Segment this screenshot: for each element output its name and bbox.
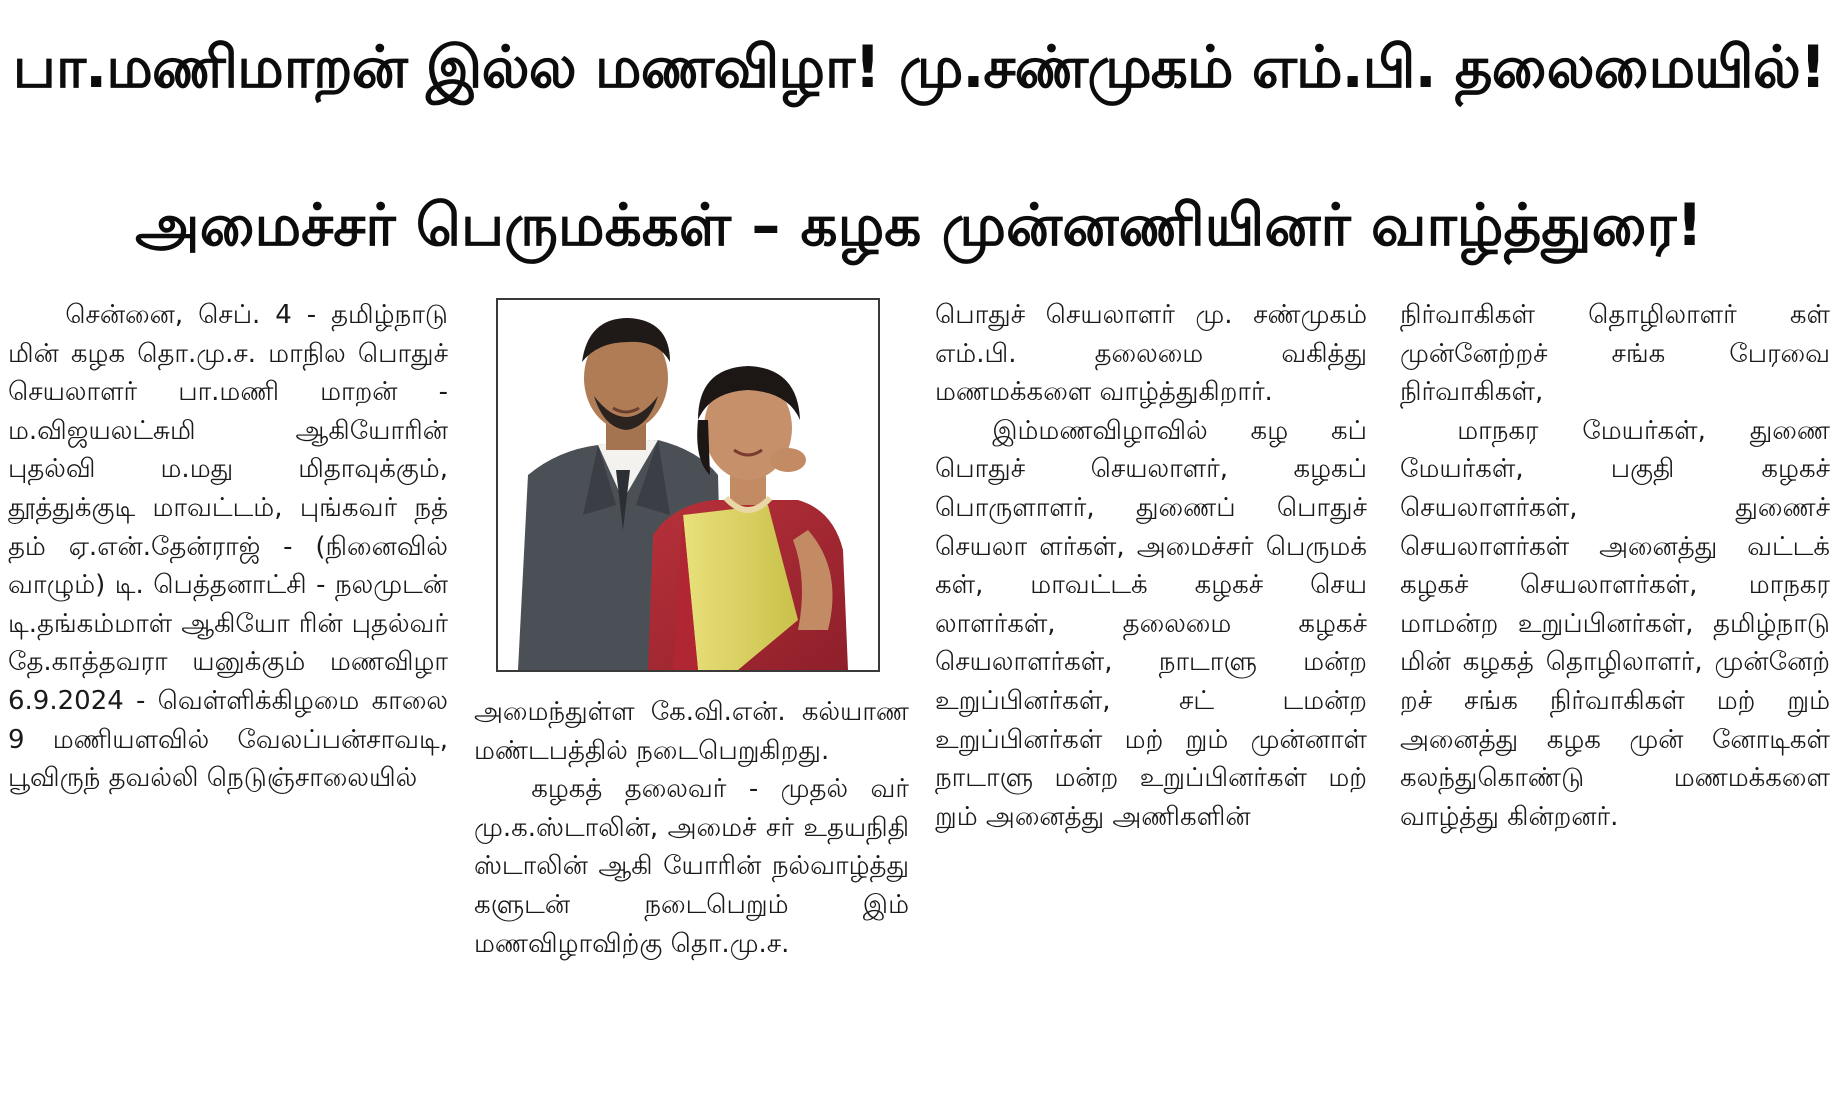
- subheadline: அமைச்சர் பெருமக்கள் – கழக முன்னணியினர் வாழ்த்துரை!: [135, 191, 1703, 259]
- article-paragraph: இம்மணவிழாவில் கழ கப் பொதுச் செயலாளர், கழகப் பொருளாளர், துணைப் பொதுச் செயலா ளர்கள், அமைச்சர் பெருமக் கள், மாவட்டக் கழகச் செய லாளர்கள், தலைமை கழகச் செயலாளர்கள், நாடாளு மன்ற உறுப்பினர்கள், சட் டமன்ற உறுப்பினர்கள் மற் றும் முன்னாள் நாடாளு மன்ற உறுப்பினர்கள் மற் றும் அனைத்து அணிகளின்: [935, 415, 1367, 832]
- headline: பா.மணிமாறன் இல்ல மணவிழா! மு.சண்முகம் எம்.பி. தலைமையில்!: [12, 33, 1826, 101]
- article-paragraph: நிர்வாகிகள் தொழிலாளர் கள் முன்னேற்றச் சங்க பேரவை நிர்வாகிகள்,: [1400, 300, 1830, 408]
- article-paragraph: அமைந்துள்ள கே.வி.என். கல்யாண மண்டபத்தில் நடைபெறுகிறது.: [474, 697, 909, 766]
- article-column-3: [935, 296, 1367, 836]
- couple-photo-illustration: [498, 300, 878, 670]
- article-column-1: [8, 296, 448, 798]
- article-paragraph: பொதுச் செயலாளர் மு. சண்முகம் எம்.பி. தலைமை வகித்து மணமக்களை வாழ்த்துகிறார்.: [935, 300, 1367, 408]
- article-paragraph: கழகத் தலைவர் - முதல் வர் மு.க.ஸ்டாலின், அமைச் சர் உதயநிதி ஸ்டாலின் ஆகி யோரின் நல்வாழ்த்து களுடன் நடைபெறும் இம் மணவிழாவிற்கு தொ.மு.ச.: [474, 774, 909, 959]
- article-column-4: [1400, 296, 1830, 836]
- couple-photo: [496, 298, 880, 672]
- article-paragraph: சென்னை, செப். 4 - தமிழ்நாடு மின் கழக தொ.மு.ச. மாநில பொதுச் செயலாளர் பா.மணி மாறன் - ம.விஜயலட்சுமி ஆகியோரின் புதல்வி ம.மது மிதாவுக்கும், தூத்துக்குடி மாவட்டம், புங்கவர் நத் தம் ஏ.என்.தேன்ராஜ் - (நினைவில் வாழும்) டி. பெத்தனாட்சி - நலமுடன் டி.தங்கம்மாள் ஆகியோ ரின் புதல்வர் தே.காத்தவரா யனுக்கும் மணவிழா 6.9.2024 - வெள்ளிக்கிழமை காலை 9 மணியளவில் வேலப்பன்சாவடி, பூவிருந் தவல்லி நெடுஞ்சாலையில்: [8, 300, 448, 794]
- article-paragraph: மாநகர மேயர்கள், துணை மேயர்கள், பகுதி கழகச் செயலாளர்கள், துணைச் செயலாளர்கள் அனைத்து வட்டக் கழகச் செயலாளர்கள், மாநகர மாமன்ற உறுப்பினர்கள், தமிழ்நாடு மின் கழகத் தொழிலாளர், முன்னேற் றச் சங்க நிர்வாகிகள் மற் றும் அனைத்து கழக முன் னோடிகள் கலந்துகொண்டு மணமக்களை வாழ்த்து கின்றனர்.: [1400, 415, 1830, 832]
- article-column-2: [474, 693, 909, 963]
